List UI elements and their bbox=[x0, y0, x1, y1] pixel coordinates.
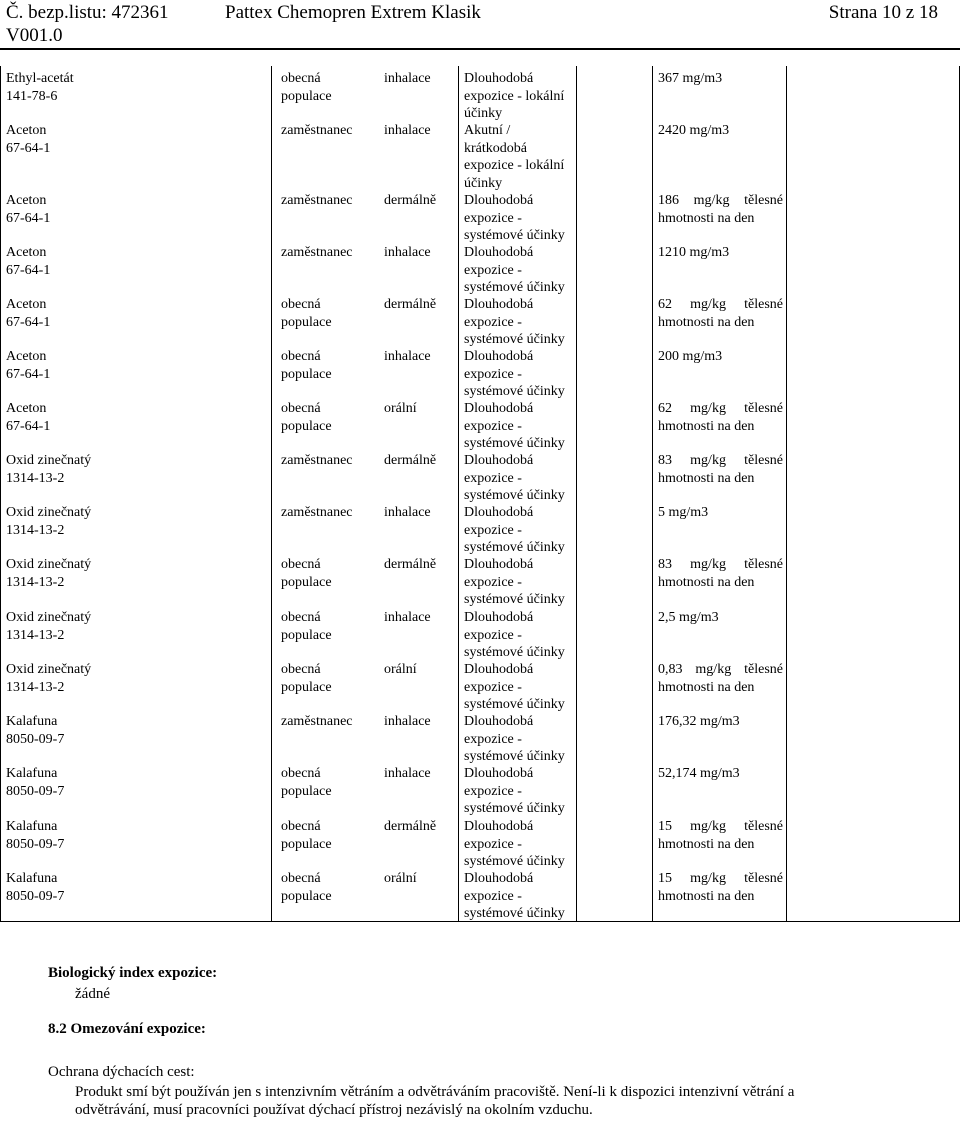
effect-text: Dlouhodobá bbox=[464, 662, 534, 677]
effect-text: systémové účinky bbox=[464, 592, 565, 607]
population-cell bbox=[281, 192, 381, 210]
population-cell bbox=[281, 556, 381, 591]
effect-text: expozice - bbox=[464, 783, 522, 799]
effect-text: expozice - bbox=[464, 836, 522, 852]
cas-number: 1314-13-2 bbox=[6, 470, 65, 486]
exposure-route: dermálně bbox=[384, 297, 437, 312]
effect-cell bbox=[464, 609, 584, 662]
population-label: populace bbox=[281, 627, 332, 643]
dnel-value-cell bbox=[658, 348, 783, 366]
substance-name: Aceton bbox=[6, 349, 47, 364]
exposure-route-cell bbox=[384, 452, 462, 470]
dnel-value: hmotnosti na den bbox=[658, 470, 755, 486]
population-label: obecná bbox=[281, 401, 321, 416]
population-label: obecná bbox=[281, 71, 321, 86]
exposure-route: inhalace bbox=[384, 245, 431, 260]
cas-number: 1314-13-2 bbox=[6, 627, 65, 643]
exposure-route-cell bbox=[384, 870, 462, 888]
substance-cell bbox=[6, 765, 266, 800]
exposure-route: inhalace bbox=[384, 714, 431, 729]
effect-text: Dlouhodobá bbox=[464, 871, 534, 886]
effect-cell bbox=[464, 70, 584, 123]
population-label: obecná bbox=[281, 871, 321, 886]
exposure-route: dermálně bbox=[384, 453, 437, 468]
population-label: populace bbox=[281, 679, 332, 695]
effect-text: expozice - bbox=[464, 888, 522, 904]
exposure-route: inhalace bbox=[384, 610, 431, 625]
effect-text: systémové účinky bbox=[464, 697, 565, 712]
population-label: populace bbox=[281, 418, 332, 434]
dnel-value-cell bbox=[658, 122, 783, 140]
dnel-value: 83 mg/kg tělesné bbox=[658, 557, 783, 572]
substance-name: Aceton bbox=[6, 193, 47, 208]
substance-name: Oxid zinečnatý bbox=[6, 610, 92, 625]
dnel-value: hmotnosti na den bbox=[658, 210, 755, 226]
dnel-value: 200 mg/m3 bbox=[658, 349, 723, 364]
exposure-route-cell bbox=[384, 504, 462, 522]
substance-name: Aceton bbox=[6, 245, 47, 260]
header-divider bbox=[0, 48, 960, 50]
population-label: zaměstnanec bbox=[281, 505, 353, 520]
dnel-value: 367 mg/m3 bbox=[658, 71, 723, 86]
dnel-value-cell bbox=[658, 713, 783, 731]
section-8-2-heading: 8.2 Omezování expozice: bbox=[48, 1021, 206, 1037]
effect-text: Dlouhodobá bbox=[464, 349, 534, 364]
cas-number: 8050-09-7 bbox=[6, 836, 65, 852]
population-cell bbox=[281, 609, 381, 644]
cas-number: 1314-13-2 bbox=[6, 574, 65, 590]
substance-cell bbox=[6, 556, 266, 591]
population-label: populace bbox=[281, 783, 332, 799]
dnel-value: hmotnosti na den bbox=[658, 888, 755, 904]
effect-text: expozice - bbox=[464, 574, 522, 590]
dnel-value-cell bbox=[658, 870, 783, 905]
substance-name: Aceton bbox=[6, 123, 47, 138]
effect-text: Dlouhodobá bbox=[464, 297, 534, 312]
substance-name: Kalafuna bbox=[6, 766, 58, 781]
substance-cell bbox=[6, 244, 266, 279]
substance-cell bbox=[6, 818, 266, 853]
effect-text: expozice - bbox=[464, 470, 522, 486]
effect-text: expozice - bbox=[464, 627, 522, 643]
effect-text: Dlouhodobá bbox=[464, 557, 534, 572]
effect-text: systémové účinky bbox=[464, 540, 565, 555]
exposure-route-cell bbox=[384, 661, 462, 679]
exposure-route: orální bbox=[384, 401, 417, 416]
population-label: populace bbox=[281, 314, 332, 330]
population-cell bbox=[281, 661, 381, 696]
effect-text: systémové účinky bbox=[464, 384, 565, 399]
dnel-value: 2,5 mg/m3 bbox=[658, 610, 719, 625]
dnel-value-cell bbox=[658, 192, 783, 227]
substance-cell bbox=[6, 296, 266, 331]
population-label: zaměstnanec bbox=[281, 245, 353, 260]
exposure-route-cell bbox=[384, 348, 462, 366]
exposure-route-cell bbox=[384, 713, 462, 731]
exposure-route-cell bbox=[384, 192, 462, 210]
dnel-value: hmotnosti na den bbox=[658, 574, 755, 590]
exposure-route-cell bbox=[384, 400, 462, 418]
dnel-value: 176,32 mg/m3 bbox=[658, 714, 740, 729]
exposure-route: inhalace bbox=[384, 766, 431, 781]
effect-text: krátkodobá bbox=[464, 140, 527, 156]
substance-cell bbox=[6, 400, 266, 435]
effect-text: účinky bbox=[464, 175, 503, 191]
dnel-value: hmotnosti na den bbox=[658, 679, 755, 695]
population-label: obecná bbox=[281, 662, 321, 677]
dnel-value-cell bbox=[658, 504, 783, 522]
cas-number: 67-64-1 bbox=[6, 366, 51, 382]
population-cell bbox=[281, 504, 381, 522]
substance-cell bbox=[6, 661, 266, 696]
exposure-route-cell bbox=[384, 556, 462, 574]
exposure-route-cell bbox=[384, 818, 462, 836]
exposure-route: dermálně bbox=[384, 557, 437, 572]
population-label: obecná bbox=[281, 557, 321, 572]
effect-text: Dlouhodobá bbox=[464, 71, 534, 86]
substance-cell bbox=[6, 122, 266, 157]
respiratory-protection-text-line-2: odvětrávání, musí pracovníci používat dýchací přístroj nezávislý na okolním vzduchu. bbox=[75, 1102, 593, 1118]
effect-cell bbox=[464, 452, 584, 505]
population-label: zaměstnanec bbox=[281, 714, 353, 729]
dnel-value: 83 mg/kg tělesné bbox=[658, 453, 783, 468]
population-label: zaměstnanec bbox=[281, 453, 353, 468]
exposure-route-cell bbox=[384, 296, 462, 314]
effect-text: Dlouhodobá bbox=[464, 505, 534, 520]
population-label: obecná bbox=[281, 819, 321, 834]
substance-name: Kalafuna bbox=[6, 871, 58, 886]
exposure-route: orální bbox=[384, 871, 417, 886]
exposure-route-cell bbox=[384, 609, 462, 627]
exposure-route-cell bbox=[384, 122, 462, 140]
substance-name: Kalafuna bbox=[6, 819, 58, 834]
effect-text: Dlouhodobá bbox=[464, 193, 534, 208]
exposure-route-cell bbox=[384, 244, 462, 262]
effect-text: Dlouhodobá bbox=[464, 245, 534, 260]
effect-text: expozice - bbox=[464, 679, 522, 695]
effect-text: systémové účinky bbox=[464, 906, 565, 921]
population-label: populace bbox=[281, 88, 332, 104]
dnel-value: 0,83 mg/kg tělesné bbox=[658, 662, 783, 677]
effect-text: expozice - bbox=[464, 314, 522, 330]
dnel-value: 5 mg/m3 bbox=[658, 505, 709, 520]
cas-number: 1314-13-2 bbox=[6, 522, 65, 538]
dnel-value-cell bbox=[658, 296, 783, 331]
table-column-divider bbox=[271, 66, 272, 921]
dnel-value-cell bbox=[658, 244, 783, 262]
effect-text: Dlouhodobá bbox=[464, 401, 534, 416]
effect-text: Dlouhodobá bbox=[464, 819, 534, 834]
effect-text: expozice - bbox=[464, 366, 522, 382]
population-cell bbox=[281, 244, 381, 262]
table-column-divider bbox=[652, 66, 653, 921]
dnel-value-cell bbox=[658, 765, 783, 783]
exposure-route-cell bbox=[384, 765, 462, 783]
population-label: populace bbox=[281, 366, 332, 382]
dnel-value-cell bbox=[658, 400, 783, 435]
respiratory-protection-heading: Ochrana dýchacích cest: bbox=[48, 1064, 195, 1080]
effect-text: expozice - bbox=[464, 210, 522, 226]
population-cell bbox=[281, 296, 381, 331]
dnel-value: 2420 mg/m3 bbox=[658, 123, 730, 138]
substance-name: Oxid zinečnatý bbox=[6, 557, 92, 572]
substance-name: Oxid zinečnatý bbox=[6, 505, 92, 520]
substance-name: Oxid zinečnatý bbox=[6, 662, 92, 677]
effect-cell bbox=[464, 661, 584, 714]
effect-text: účinky bbox=[464, 106, 503, 121]
exposure-route: inhalace bbox=[384, 349, 431, 364]
effect-text: Dlouhodobá bbox=[464, 610, 534, 625]
population-cell bbox=[281, 765, 381, 800]
table-border-left bbox=[0, 66, 1, 921]
dnel-value: hmotnosti na den bbox=[658, 314, 755, 330]
cas-number: 1314-13-2 bbox=[6, 679, 65, 695]
cas-number: 8050-09-7 bbox=[6, 731, 65, 747]
table-column-divider bbox=[786, 66, 787, 921]
cas-number: 8050-09-7 bbox=[6, 888, 65, 904]
effect-cell bbox=[464, 122, 584, 192]
cas-number: 8050-09-7 bbox=[6, 783, 65, 799]
substance-cell bbox=[6, 192, 266, 227]
effect-text: systémové účinky bbox=[464, 280, 565, 295]
effect-text: systémové účinky bbox=[464, 228, 565, 243]
effect-cell bbox=[464, 192, 584, 245]
substance-name: Aceton bbox=[6, 401, 47, 416]
dnel-value-cell bbox=[658, 452, 783, 487]
dnel-value: 15 mg/kg tělesné bbox=[658, 819, 783, 834]
effect-cell bbox=[464, 400, 584, 453]
effect-text: Dlouhodobá bbox=[464, 766, 534, 781]
substance-cell bbox=[6, 713, 266, 748]
dnel-value-cell bbox=[658, 661, 783, 696]
effect-text: expozice - bbox=[464, 731, 522, 747]
substance-cell bbox=[6, 348, 266, 383]
exposure-route: dermálně bbox=[384, 819, 437, 834]
effect-text: Akutní / bbox=[464, 123, 511, 138]
bio-index-value: žádné bbox=[75, 986, 110, 1002]
cas-number: 67-64-1 bbox=[6, 262, 51, 278]
bio-index-heading: Biologický index expozice: bbox=[48, 965, 218, 981]
effect-cell bbox=[464, 870, 584, 923]
effect-text: expozice - bbox=[464, 522, 522, 538]
dnel-value: 15 mg/kg tělesné bbox=[658, 871, 783, 886]
population-cell bbox=[281, 452, 381, 470]
effect-text: Dlouhodobá bbox=[464, 714, 534, 729]
substance-name: Ethyl-acetát bbox=[6, 71, 74, 86]
population-cell bbox=[281, 122, 381, 140]
effect-text: expozice - lokální bbox=[464, 158, 565, 173]
dnel-value-cell bbox=[658, 70, 783, 88]
dnel-value-cell bbox=[658, 818, 783, 853]
dnel-value: 1210 mg/m3 bbox=[658, 245, 730, 260]
substance-name: Oxid zinečnatý bbox=[6, 453, 92, 468]
cas-number: 141-78-6 bbox=[6, 88, 58, 104]
effect-cell bbox=[464, 244, 584, 297]
exposure-route-cell bbox=[384, 70, 462, 88]
substance-cell bbox=[6, 70, 266, 105]
product-name: Pattex Chemopren Extrem Klasik bbox=[225, 2, 481, 23]
cas-number: 67-64-1 bbox=[6, 314, 51, 330]
dnel-value: 62 mg/kg tělesné bbox=[658, 297, 783, 312]
substance-cell bbox=[6, 870, 266, 905]
effect-cell bbox=[464, 348, 584, 401]
exposure-route: inhalace bbox=[384, 505, 431, 520]
exposure-route: inhalace bbox=[384, 71, 431, 86]
population-cell bbox=[281, 348, 381, 383]
exposure-route: orální bbox=[384, 662, 417, 677]
page-indicator: Strana 10 z 18 bbox=[828, 2, 938, 23]
population-cell bbox=[281, 818, 381, 853]
substance-cell bbox=[6, 609, 266, 644]
effect-text: Dlouhodobá bbox=[464, 453, 534, 468]
exposure-route: dermálně bbox=[384, 193, 437, 208]
effect-text: systémové účinky bbox=[464, 801, 565, 816]
cas-number: 67-64-1 bbox=[6, 210, 51, 226]
population-label: populace bbox=[281, 574, 332, 590]
effect-text: systémové účinky bbox=[464, 436, 565, 451]
version-number: V001.0 bbox=[6, 25, 63, 46]
population-cell bbox=[281, 870, 381, 905]
effect-cell bbox=[464, 296, 584, 349]
effect-text: expozice - lokální bbox=[464, 88, 565, 104]
substance-name: Kalafuna bbox=[6, 714, 58, 729]
effect-cell bbox=[464, 504, 584, 557]
respiratory-protection-text-line-1: Produkt smí být používán jen s intenzivním větráním a odvětráváním pracoviště. Není-li k dispozici intenzivní větrání a bbox=[75, 1084, 795, 1100]
population-cell bbox=[281, 713, 381, 731]
population-label: obecná bbox=[281, 297, 321, 312]
population-label: obecná bbox=[281, 766, 321, 781]
population-label: zaměstnanec bbox=[281, 193, 353, 208]
document-number: Č. bezp.listu: 472361 bbox=[6, 2, 169, 23]
substance-cell bbox=[6, 452, 266, 487]
effect-cell bbox=[464, 556, 584, 609]
dnel-value: 52,174 mg/m3 bbox=[658, 766, 740, 781]
effect-text: systémové účinky bbox=[464, 332, 565, 347]
substance-name: Aceton bbox=[6, 297, 47, 312]
effect-cell bbox=[464, 818, 584, 871]
cas-number: 67-64-1 bbox=[6, 418, 51, 434]
substance-cell bbox=[6, 504, 266, 539]
effect-cell bbox=[464, 713, 584, 766]
effect-cell bbox=[464, 765, 584, 818]
dnel-value: 186 mg/kg tělesné bbox=[658, 193, 783, 208]
population-cell bbox=[281, 400, 381, 435]
dnel-value-cell bbox=[658, 556, 783, 591]
population-label: obecná bbox=[281, 349, 321, 364]
population-label: obecná bbox=[281, 610, 321, 625]
dnel-value: 62 mg/kg tělesné bbox=[658, 401, 783, 416]
population-label: zaměstnanec bbox=[281, 123, 353, 138]
effect-text: systémové účinky bbox=[464, 488, 565, 503]
exposure-route: inhalace bbox=[384, 123, 431, 138]
effect-text: systémové účinky bbox=[464, 749, 565, 764]
population-label: populace bbox=[281, 836, 332, 852]
effect-text: expozice - bbox=[464, 418, 522, 434]
population-label: populace bbox=[281, 888, 332, 904]
effect-text: systémové účinky bbox=[464, 645, 565, 660]
dnel-value: hmotnosti na den bbox=[658, 836, 755, 852]
dnel-value: hmotnosti na den bbox=[658, 418, 755, 434]
effect-text: systémové účinky bbox=[464, 854, 565, 869]
cas-number: 67-64-1 bbox=[6, 140, 51, 156]
population-cell bbox=[281, 70, 381, 105]
effect-text: expozice - bbox=[464, 262, 522, 278]
dnel-value-cell bbox=[658, 609, 783, 627]
